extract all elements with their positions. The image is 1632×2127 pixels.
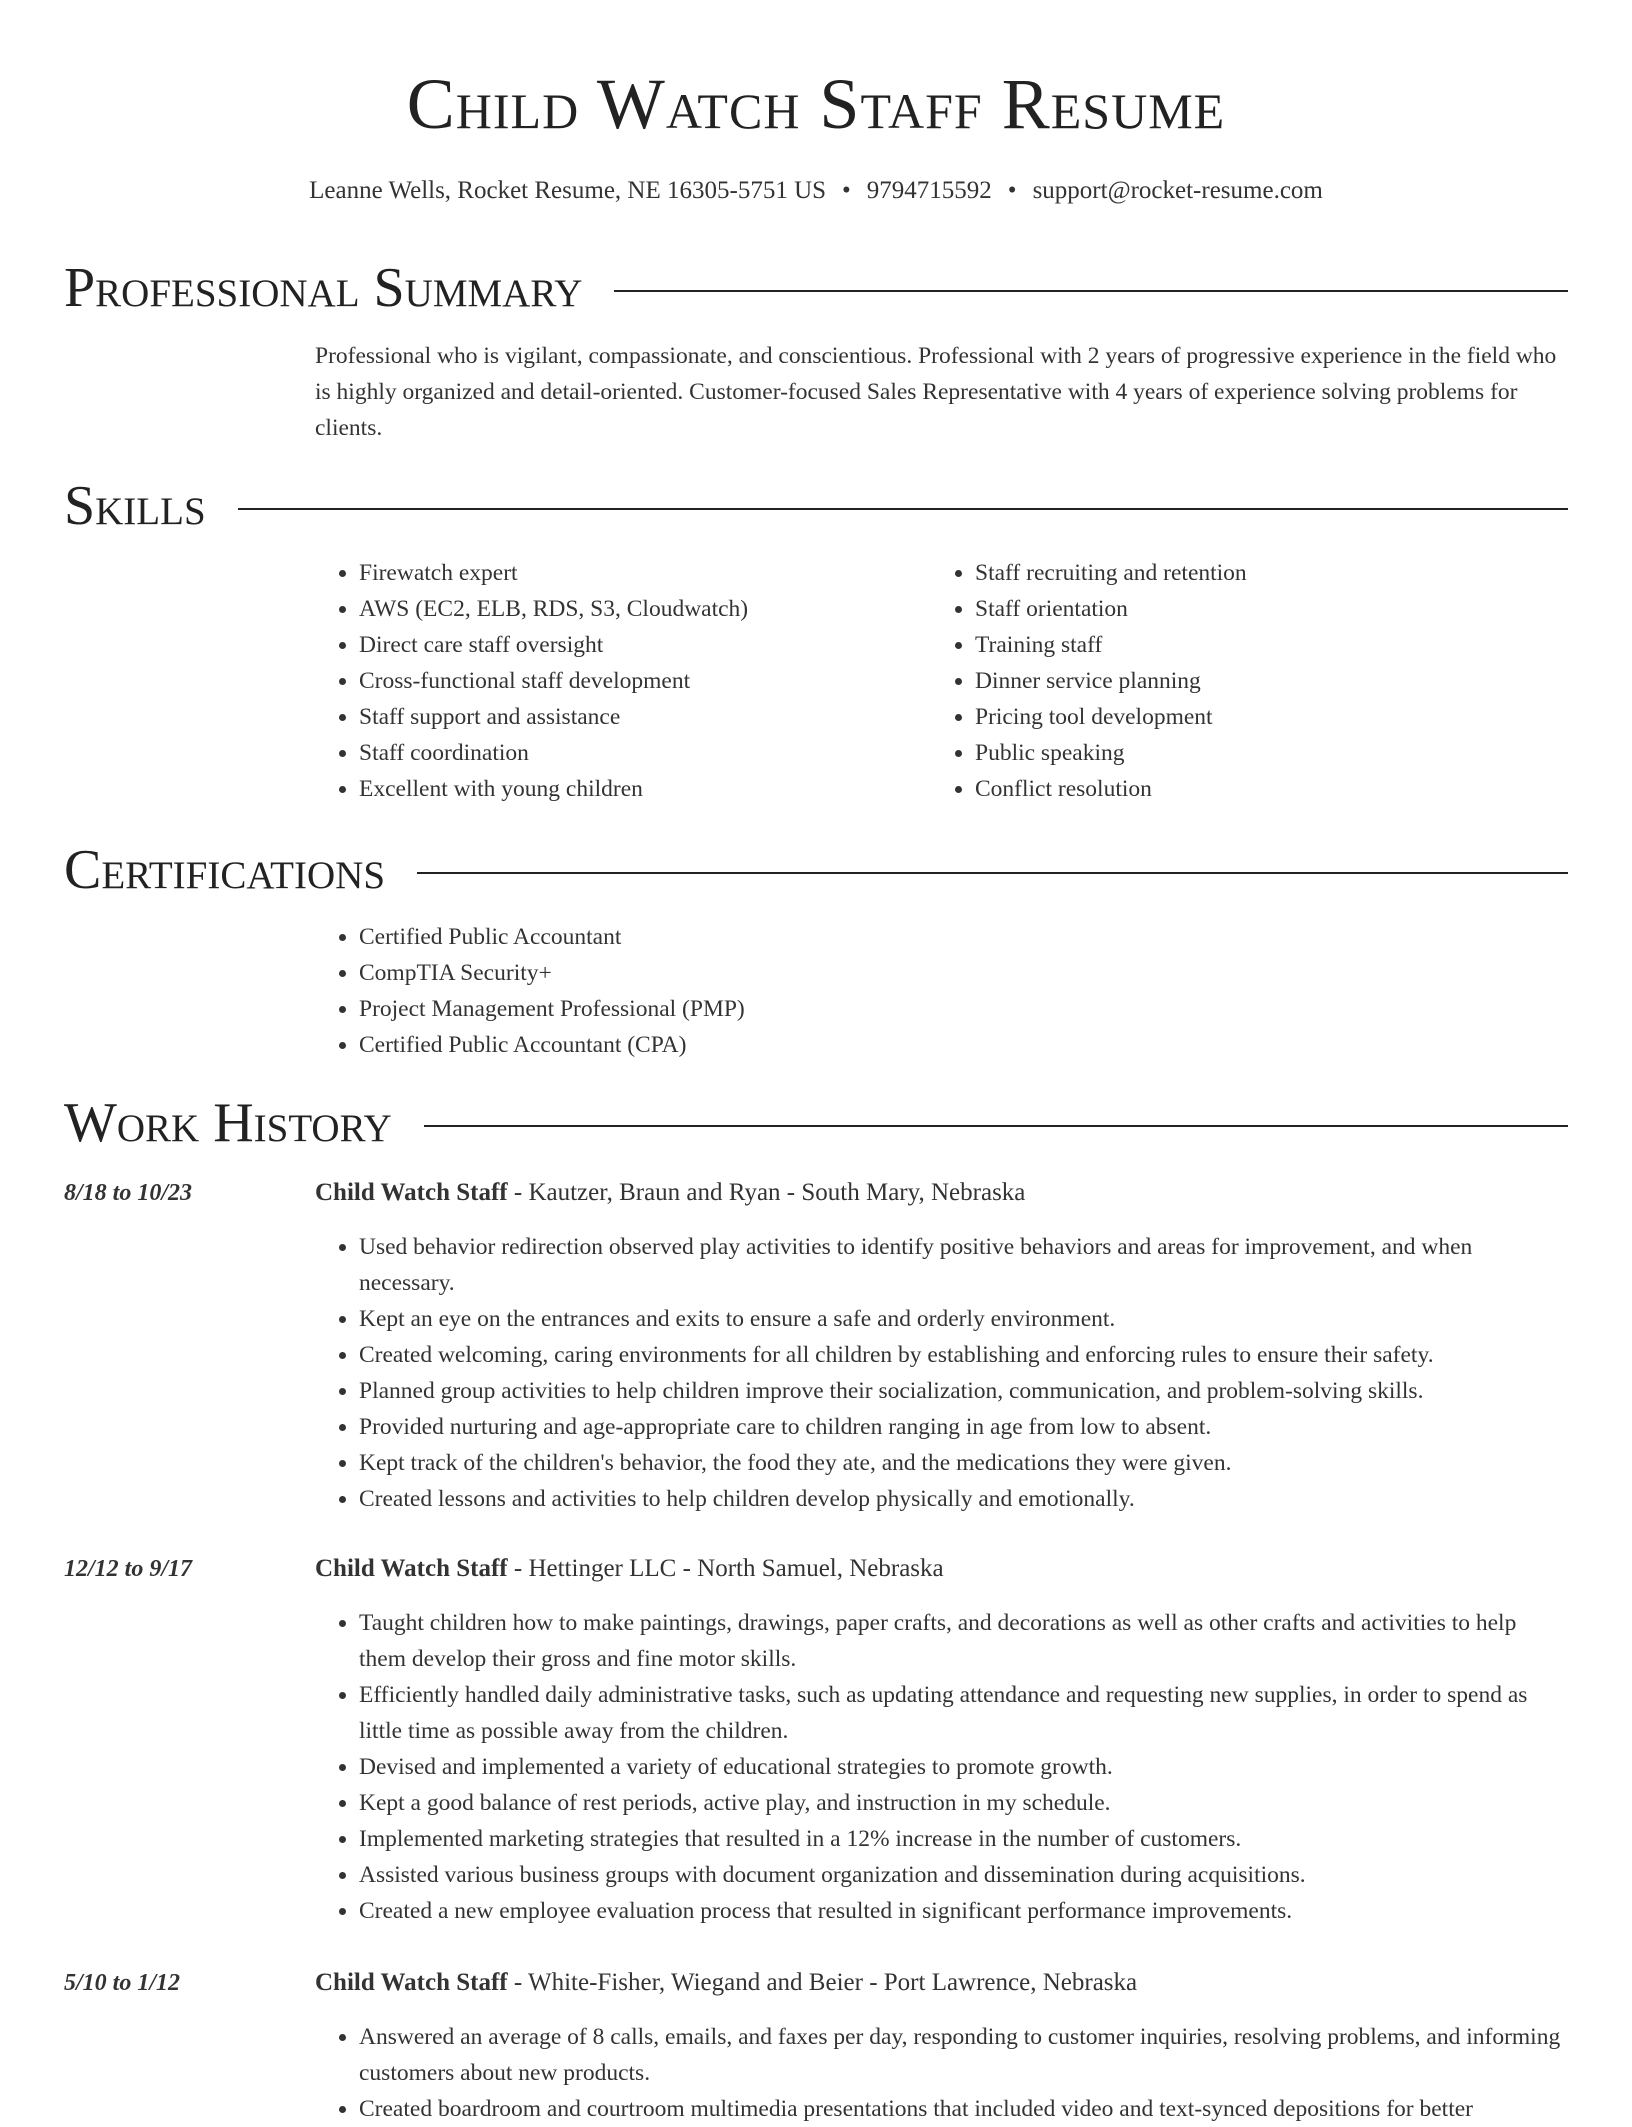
job-duty-item: • Assisted various business groups with document organization and dissemination during acquisitions. <box>359 1857 1566 1893</box>
summary-text: Professional who is vigilant, compassionate, and conscientious. Professional with 2 years of progressive experience in the field who is highly organized and detail-oriented. Customer-focused Sales Representative with 4 years of experience solving problems for clients. <box>315 343 1557 441</box>
job-role: Child Watch Staff <box>315 1969 508 1996</box>
section-divider <box>424 1125 1568 1127</box>
job-duty-item: • Created lessons and activities to help children develop physically and emotionally. <box>359 1481 1566 1517</box>
skill-item: • Excellent with young children <box>359 771 931 807</box>
certifications-section-header <box>64 837 1568 903</box>
work-history-heading: Work History <box>64 1092 392 1154</box>
job-duty-item: • Devised and implemented a variety of educational strategies to promote growth. <box>359 1749 1566 1785</box>
job-title-line <box>315 1175 1566 1211</box>
job-employer: - White-Fisher, Wiegand and Beier - Port Lawrence, Nebraska <box>507 1969 1138 1996</box>
skill-item: • Firewatch expert <box>359 555 931 591</box>
resume-title: Child Watch Staff Resume <box>406 64 1226 144</box>
job-role: Child Watch Staff <box>315 1179 508 1206</box>
job-duty-item: • Efficiently handled daily administrative tasks, such as updating attendance and requesting new supplies, in order to spend as little time as possible away from the children. <box>359 1677 1566 1749</box>
job-duty-item: • Planned group activities to help children improve their socialization, communication, and problem-solving skills. <box>359 1373 1566 1409</box>
job-title-line <box>315 1965 1566 2001</box>
contact-address: Leanne Wells, Rocket Resume, NE 16305-5751 US <box>309 177 827 204</box>
skill-item: • Staff recruiting and retention <box>975 555 1547 591</box>
skills-column-right <box>931 555 1547 807</box>
skill-item: • Staff orientation <box>975 591 1547 627</box>
work-history-section-header <box>64 1090 1568 1156</box>
skill-item: • Staff coordination <box>359 735 931 771</box>
skills-section-header <box>64 473 1568 539</box>
skill-item: • AWS (EC2, ELB, RDS, S3, Cloudwatch) <box>359 591 931 627</box>
job-role: Child Watch Staff <box>315 1555 508 1582</box>
job-dates: 5/10 to 1/12 <box>64 1970 181 1996</box>
skill-item: • Pricing tool development <box>975 699 1547 735</box>
job-dates: 8/18 to 10/23 <box>64 1180 193 1206</box>
summary-heading: Professional Summary <box>64 257 583 319</box>
contact-email: support@rocket-resume.com <box>1032 177 1323 204</box>
section-divider <box>614 290 1568 292</box>
contact-line <box>0 173 1632 209</box>
certifications-heading: Certifications <box>64 839 386 901</box>
skill-item: • Dinner service planning <box>975 663 1547 699</box>
certification-item: • CompTIA Security+ <box>359 955 1566 991</box>
section-divider <box>417 872 1568 874</box>
job-employer: - Kautzer, Braun and Ryan - South Mary, Nebraska <box>507 1179 1026 1206</box>
certifications-list <box>315 919 1566 1063</box>
job-duty-item: • Created boardroom and courtroom multimedia presentations that included video and text-synced depositions for better <box>359 2091 1566 2127</box>
skill-item: • Cross-functional staff development <box>359 663 931 699</box>
job-duty-item: • Created welcoming, caring environments for all children by establishing and enforcing rules to ensure their safety. <box>359 1337 1566 1373</box>
section-divider <box>238 508 1568 510</box>
job-title-line <box>315 1551 1566 1587</box>
job-duties <box>315 1229 1566 1517</box>
skill-item: • Conflict resolution <box>975 771 1547 807</box>
job-duty-item: • Kept track of the children's behavior, the food they ate, and the medications they were given. <box>359 1445 1566 1481</box>
job-duty-item: • Provided nurturing and age-appropriate care to children ranging in age from low to absent. <box>359 1409 1566 1445</box>
job-duty-item: • Created a new employee evaluation process that resulted in significant performance improvements. <box>359 1893 1566 1929</box>
skill-item: • Direct care staff oversight <box>359 627 931 663</box>
skill-item: • Public speaking <box>975 735 1547 771</box>
job-duty-item: • Kept an eye on the entrances and exits to ensure a safe and orderly environment. <box>359 1301 1566 1337</box>
contact-phone: 9794715592 <box>866 177 992 204</box>
job-dates: 12/12 to 9/17 <box>64 1556 193 1582</box>
skills-column-left <box>315 555 931 807</box>
summary-section-header <box>64 255 1568 321</box>
certification-item: • Certified Public Accountant <box>359 919 1566 955</box>
job-duty-item: • Implemented marketing strategies that resulted in a 12% increase in the number of customers. <box>359 1821 1566 1857</box>
certification-item: • Certified Public Accountant (CPA) <box>359 1027 1566 1063</box>
job-duty-item: • Answered an average of 8 calls, emails, and faxes per day, responding to customer inquiries, resolving problems, and informing customers about new products. <box>359 2019 1566 2091</box>
skills-heading: Skills <box>64 475 206 537</box>
contact-separator: • <box>1007 177 1017 204</box>
job-duty-item: • Kept a good balance of rest periods, active play, and instruction in my schedule. <box>359 1785 1566 1821</box>
contact-separator: • <box>842 177 851 204</box>
job-duty-item: • Taught children how to make paintings, drawings, paper crafts, and decorations as well as other crafts and activities to help them develop their gross and fine motor skills. <box>359 1605 1566 1677</box>
skill-item: • Staff support and assistance <box>359 699 931 735</box>
job-duties <box>315 1605 1566 1929</box>
certification-item: • Project Management Professional (PMP) <box>359 991 1566 1027</box>
job-duty-item: • Used behavior redirection observed play activities to identify positive behaviors and areas for improvement, and when necessary. <box>359 1229 1566 1301</box>
skill-item: • Training staff <box>975 627 1547 663</box>
job-duties <box>315 2019 1566 2127</box>
skills-list <box>315 555 1566 807</box>
job-employer: - Hettinger LLC - North Samuel, Nebraska <box>507 1555 944 1582</box>
